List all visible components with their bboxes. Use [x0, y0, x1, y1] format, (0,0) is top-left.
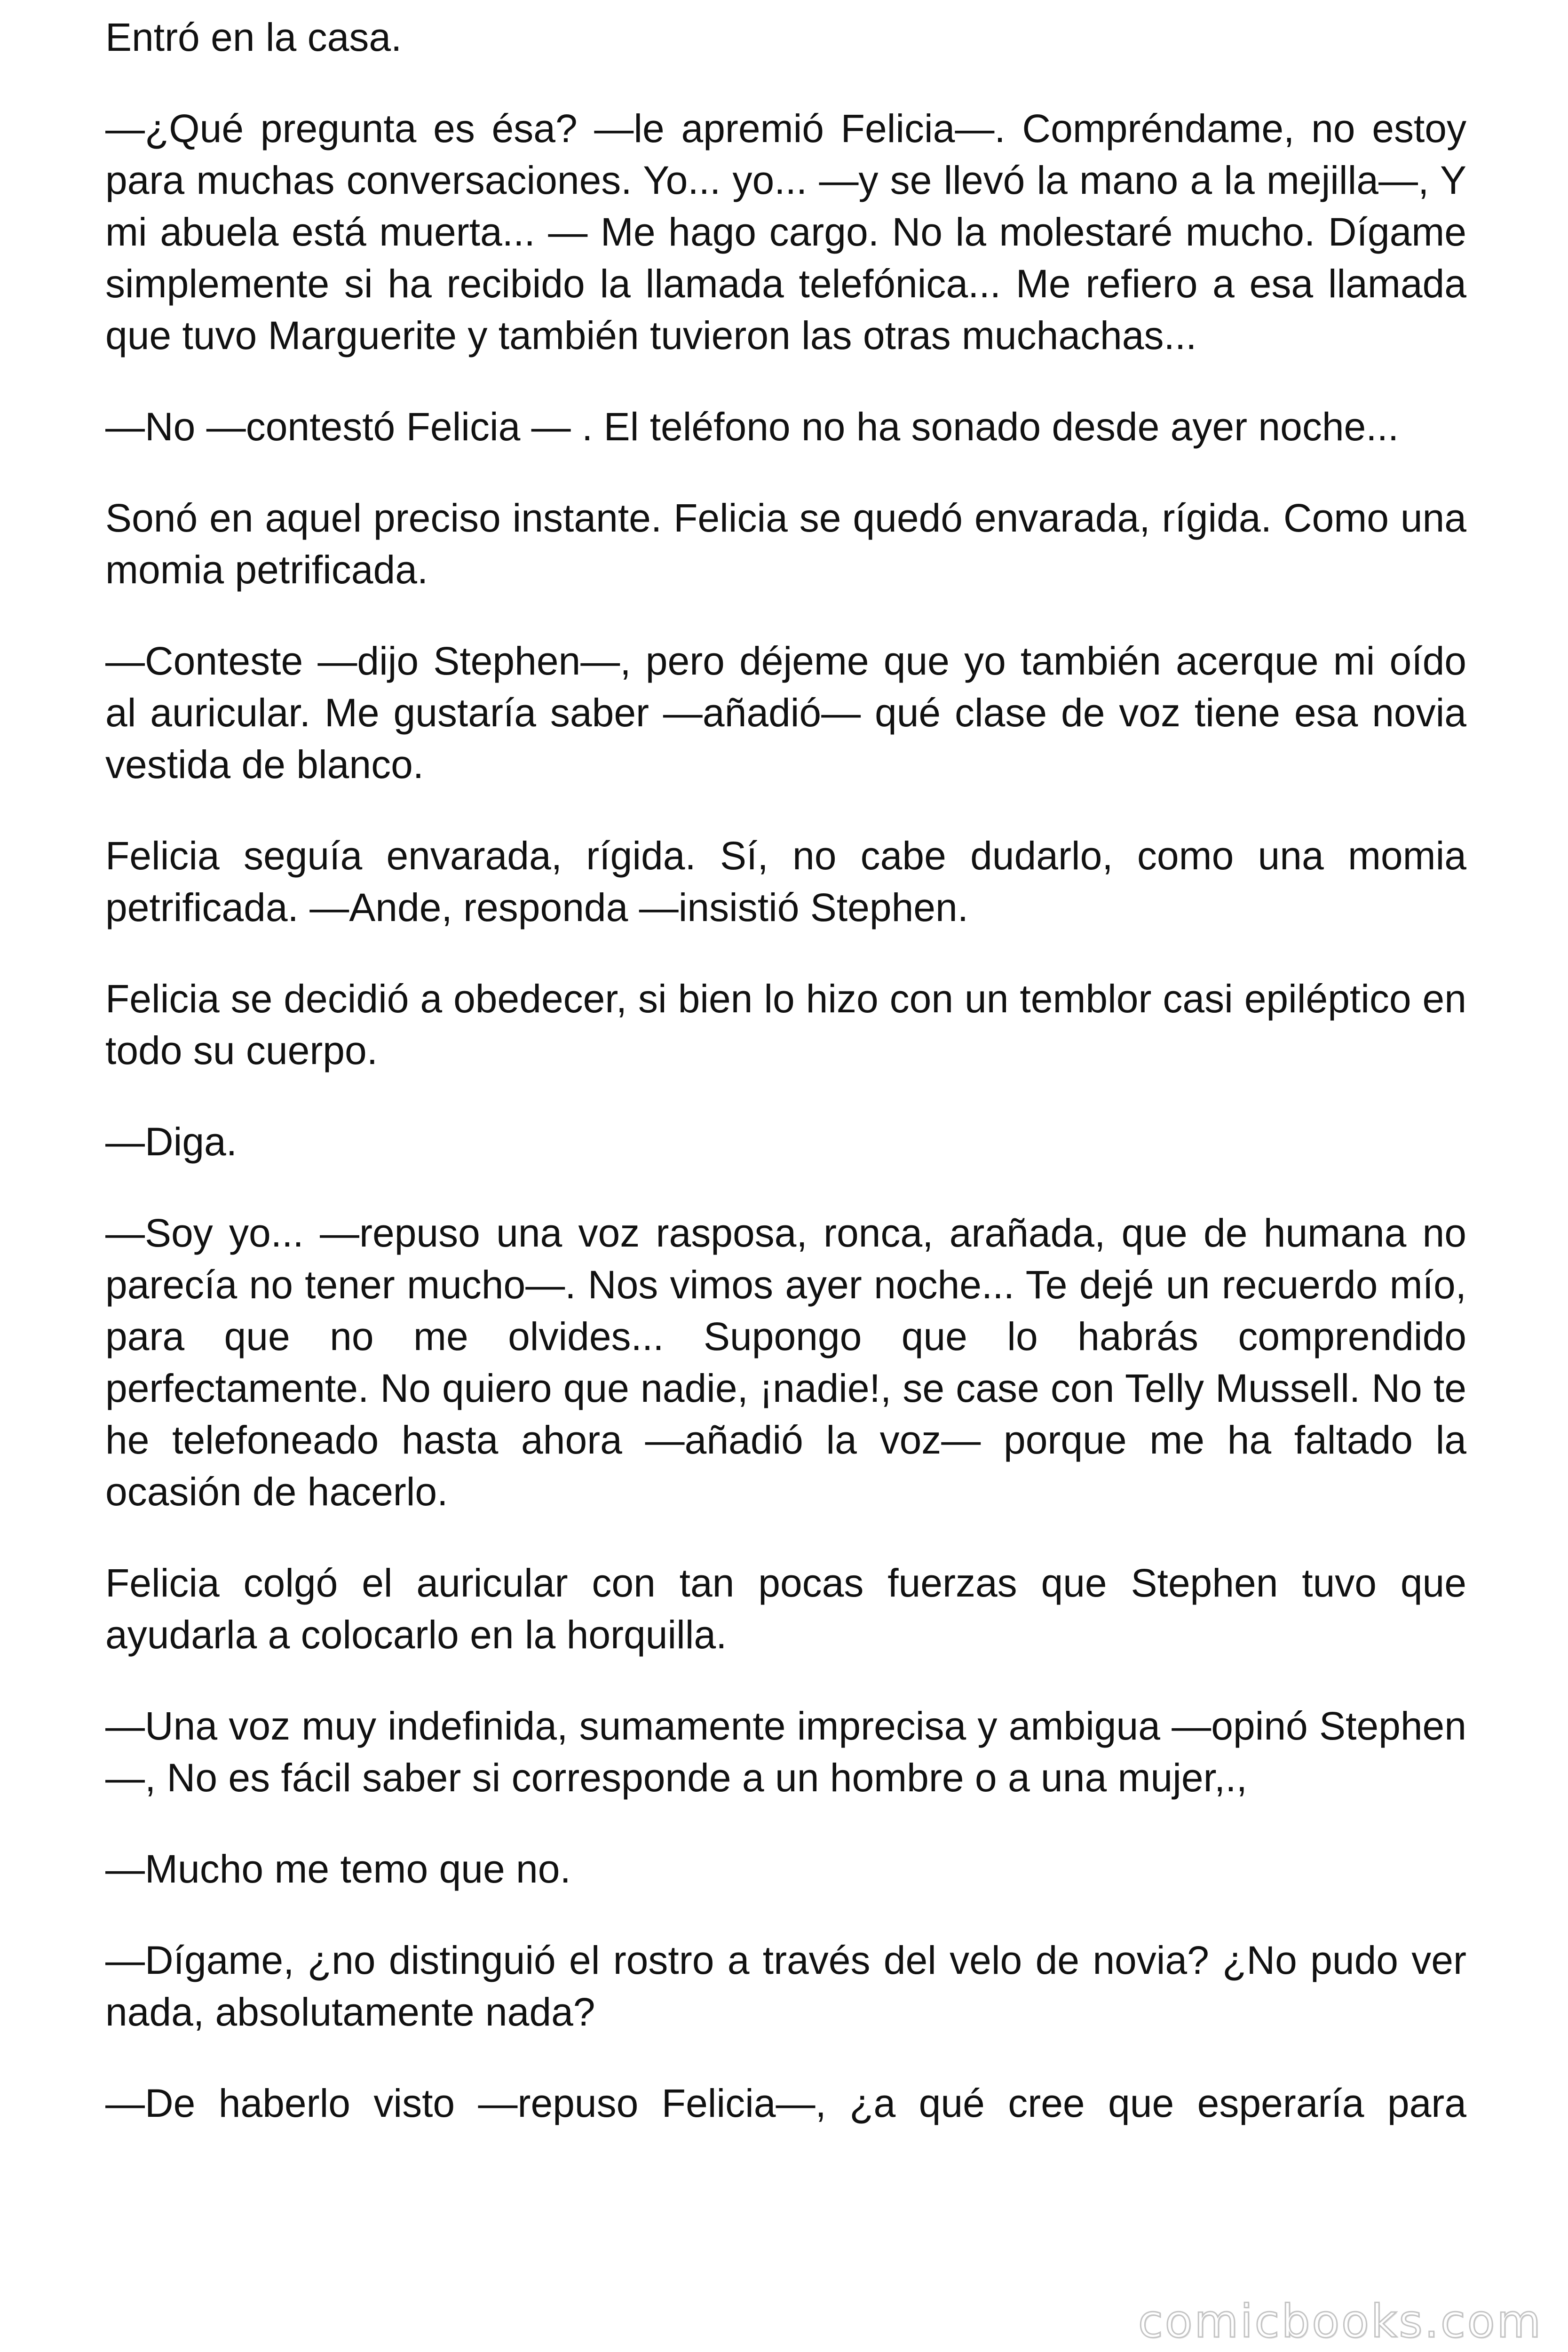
- paragraph: Felicia colgó el auricular con tan pocas fuerzas que Stephen tuvo que ayudarla a colocarlo en la horquilla.: [105, 1561, 1466, 1657]
- paragraph: —¿Qué pregunta es ésa? —le apremió Felicia—. Compréndame, no estoy para muchas conversaciones. Yo... yo... —y se llevó la mano a la mejilla—, Y mi abuela está muerta... — Me hago cargo. No la molestaré mucho. Dígame simplemente si ha recibido la llamada telefónica... Me refiero a esa llamada que tuvo Marguerite y también tuvieron las otras muchachas...: [105, 106, 1466, 358]
- paragraph: —Soy yo... —repuso una voz rasposa, ronca, arañada, que de humana no parecía no tener mucho—. Nos vimos ayer noche... Te dejé un recuerdo mío, para que no me olvides... Supongo que lo habrás comprendido perfectamente. No quiero que nadie, ¡nadie!, se case con Telly Mussell. No te he telefoneado hasta ahora —añadió la voz— porque me ha faltado la ocasión de hacerlo.: [105, 1211, 1466, 1514]
- paragraph: Sonó en aquel preciso instante. Felicia se quedó envarada, rígida. Como una momia petrificada.: [105, 496, 1466, 592]
- paragraph: Entró en la casa.: [105, 15, 402, 59]
- paragraph: —Mucho me temo que no.: [105, 1847, 571, 1891]
- paragraph: —No —contestó Felicia — . El teléfono no ha sonado desde ayer noche...: [105, 405, 1399, 449]
- paragraph: —Una voz muy indefinida, sumamente imprecisa y ambigua —opinó Stephen—, No es fácil saber si corresponde a un hombre o a una mujer,.,: [105, 1704, 1466, 1800]
- paragraph: —Diga.: [105, 1120, 238, 1164]
- paragraph: Felicia seguía envarada, rígida. Sí, no cabe dudarlo, como una momia petrificada. —Ande, responda —insistió Stephen.: [105, 834, 1466, 930]
- paragraph: —Dígame, ¿no distinguió el rostro a través del velo de novia? ¿No pudo ver nada, absolutamente nada?: [105, 1938, 1466, 2034]
- paragraph: Felicia se decidió a obedecer, si bien lo hizo con un temblor casi epiléptico en todo su cuerpo.: [105, 977, 1466, 1073]
- watermark: comicbooks.com: [1138, 2295, 1543, 2348]
- page-text: [105, 11, 1466, 2129]
- paragraph: —De haberlo visto —repuso Felicia—, ¿a qué cree que esperaría para: [105, 2081, 1466, 2125]
- paragraph: —Conteste —dijo Stephen—, pero déjeme que yo también acerque mi oído al auricular. Me gustaría saber —añadió— qué clase de voz tiene esa novia vestida de blanco.: [105, 639, 1466, 787]
